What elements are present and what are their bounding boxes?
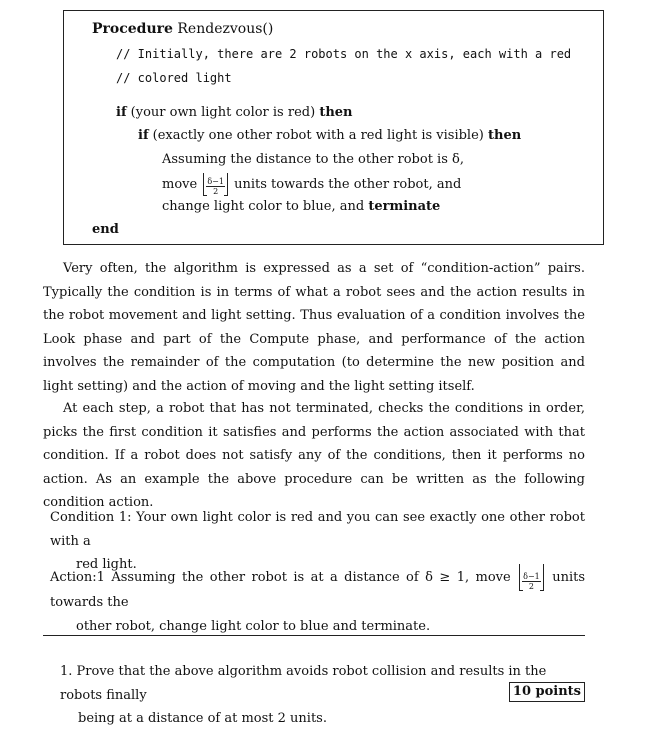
body-line-1: Assuming the distance to the other robot is δ, xyxy=(162,152,464,167)
comment-line-1: // Initially, there are 2 robots on the x axis, each with a red xyxy=(116,47,572,61)
paragraph-2: At each step, a robot that has not terminated, checks the conditions in order, picks the first condition it satisfies and performs the action associated with that condition. If a robot does not satisfy any of the conditions, then it performs no action. As an example the above procedure can be written as the following condition action. xyxy=(43,401,585,510)
fraction-denominator: 2 xyxy=(528,582,534,591)
question-number: 1. xyxy=(60,664,73,679)
floor-fraction xyxy=(519,564,544,591)
fraction-numerator: δ−1 xyxy=(207,177,224,186)
procedure-keyword: Procedure xyxy=(92,21,173,37)
terminate-keyword: terminate xyxy=(368,199,441,214)
question-text-2: being at a distance of at most 2 units. xyxy=(78,711,327,726)
if-keyword: if xyxy=(138,128,149,143)
move-rest: units towards the other robot, and xyxy=(234,177,462,192)
question-1 xyxy=(60,660,585,731)
fraction-denominator: 2 xyxy=(213,187,219,196)
action-text-post: units towards the xyxy=(50,570,586,610)
paragraph-1: Very often, the algorithm is expressed as a set of “condition-action” pairs. Typically the condition is in terms of what a robot sees and the action results in the robot movement and light setting. Thus evaluation of a condition involves the Look phase and part of the Compute phase, and performance of the action involves the remainder of the computation (to determine the new position and light setting) and the action of moving and the light setting itself. xyxy=(43,261,585,394)
horizontal-rule xyxy=(43,635,585,636)
action-line-2: other robot, change light color to blue and terminate. xyxy=(76,618,431,634)
body-line-2 xyxy=(162,173,461,196)
end-keyword: end xyxy=(92,222,119,237)
change-light-text: change light color to blue, and xyxy=(162,199,365,214)
move-word: move xyxy=(162,177,198,192)
procedure-header xyxy=(92,21,273,37)
procedure-name: Rendezvous() xyxy=(177,21,274,37)
if-line-1 xyxy=(116,105,353,120)
floor-fraction xyxy=(203,173,228,196)
question-text-1: Prove that the above algorithm avoids robot collision and results in the robots finally xyxy=(60,664,547,703)
then-keyword: then xyxy=(488,128,522,143)
then-keyword: then xyxy=(319,105,353,120)
condition-line-2: red light. xyxy=(76,557,137,572)
action-block xyxy=(50,564,585,638)
if-line-2 xyxy=(138,128,521,143)
if-keyword: if xyxy=(116,105,127,120)
action-text-pre: Action:1 Assuming the other robot is at a distance of δ ≥ 1, move xyxy=(50,570,511,585)
condition-1-text: (your own light color is red) xyxy=(130,105,316,120)
condition-line-1: Condition 1: Your own light color is red and you can see exactly one other robot with a xyxy=(50,510,585,549)
comment-line-2: // colored light xyxy=(116,71,232,85)
algorithm-box xyxy=(63,10,604,245)
points-badge: 10 points xyxy=(509,682,585,702)
action-line-1 xyxy=(50,570,585,610)
body-line-3 xyxy=(162,199,440,214)
fraction-numerator: δ−1 xyxy=(523,572,540,581)
condition-2-text: (exactly one other robot with a red light is visible) xyxy=(152,128,484,143)
